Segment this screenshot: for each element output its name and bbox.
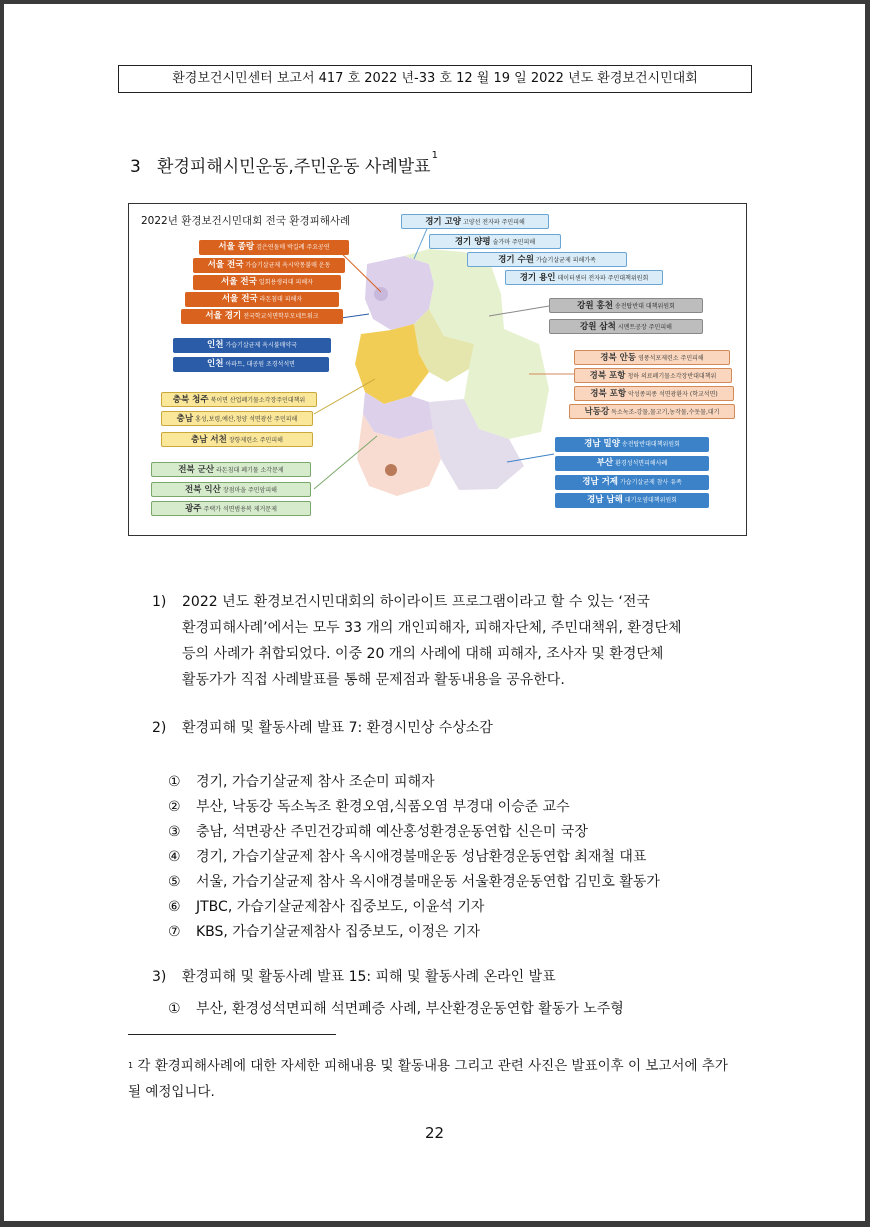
map-case-label [555, 493, 709, 508]
map-case-label [429, 234, 561, 249]
korea-map-figure [128, 203, 747, 536]
section-number: 3 [130, 157, 141, 177]
map-case-label [555, 475, 709, 490]
map-case-detail: 전국학교석면학부모네트워크 [243, 313, 319, 320]
report-header: 환경보건시민센터 보고서 417 호 2022 년-33 호 12 월 19 일 2022 년도 환경보건시민대회 [118, 65, 752, 93]
map-case-label [549, 319, 703, 334]
map-case-detail: 가습기살균제 옥시악몽불매 운동 [245, 262, 331, 269]
map-case-label [151, 501, 311, 516]
map-case-label [161, 392, 317, 407]
map-case-detail: 대기오염대책위원회 [624, 497, 677, 504]
map-case-label [173, 357, 329, 372]
paragraph-3-number: 3) [152, 969, 167, 985]
list-item-text: KBS, 가습기살균제참사 집중보도, 이정은 기자 [196, 924, 481, 940]
map-case-detail: 송전탑반대대책위원회 [621, 441, 680, 448]
map-case-region: 전북 익산 [185, 485, 221, 495]
list-item-number: ⑦ [168, 924, 181, 940]
map-case-detail: 가습기살균제 참사 유족 [620, 479, 682, 486]
footnote [128, 1053, 740, 1105]
paragraph-1-number: 1) [152, 594, 167, 610]
map-case-detail: 장점마을 주민암피해 [222, 487, 277, 494]
list-item [168, 998, 624, 1018]
map-case-region: 서울 전국 [207, 260, 244, 270]
map-case-region: 경기 고양 [425, 217, 462, 227]
map-case-region: 충남 [176, 414, 194, 424]
map-case-detail: 홍성,보령,예산,청양 석면광산 주민피해 [195, 416, 298, 423]
map-case-label [555, 456, 709, 471]
list-item-number: ⑤ [168, 874, 181, 890]
map-case-region: 경기 수원 [498, 255, 534, 265]
map-case-region: 전북 군산 [178, 465, 215, 475]
map-case-detail: 검은연돌매 박길례 주요공연 [256, 244, 330, 251]
map-case-region: 충북 청주 [172, 395, 209, 405]
map-case-region: 서울 전국 [221, 277, 257, 287]
map-case-detail: 술가마 주민피해 [492, 239, 536, 246]
map-case-region: 서울 경기 [205, 311, 242, 321]
list-item-text: 경기, 가습기살균제 참사 조순미 피해자 [196, 774, 435, 790]
section-title [130, 152, 438, 177]
list-item-text: JTBC, 가습기살균제참사 집중보도, 이윤석 기자 [196, 899, 485, 915]
map-case-detail: 북이면 산업폐기물소각장주민대책위 [210, 397, 306, 404]
map-case-region: 서울 종랑 [218, 242, 255, 252]
list-item-number: ① [168, 1001, 181, 1017]
list-item [168, 771, 435, 791]
map-case-detail: 장항제련소 주민피해 [228, 437, 283, 444]
map-case-region: 경기 양평 [454, 237, 491, 247]
list-item [168, 896, 484, 916]
map-case-detail: 송전탑반대 대책위원회 [614, 303, 675, 310]
list-item [168, 821, 588, 841]
map-city-seoul [374, 287, 388, 301]
map-case-region: 부산 [596, 458, 614, 468]
list-item-text: 부산, 낙동강 독소녹조 환경오염,식품오염 부경대 이승준 교수 [196, 799, 570, 815]
map-case-label [161, 411, 313, 426]
footnote-reference: 1 [431, 150, 438, 161]
document-page [4, 4, 865, 1221]
list-item-text: 충남, 석면광산 주민건강피해 예산홍성환경운동연합 신은미 국장 [196, 824, 588, 840]
page-number: 22 [424, 1124, 445, 1142]
map-case-label [193, 275, 341, 290]
list-item-number: ⑥ [168, 899, 181, 915]
map-case-label [173, 338, 331, 353]
paragraph-2-title: 환경피해 및 활동사례 발표 7: 환경시민상 수상소감 [182, 720, 493, 736]
map-case-region: 경북 포항 [589, 371, 626, 381]
paragraph-3-title: 환경피해 및 활동사례 발표 15: 피해 및 활동사례 온라인 발표 [182, 969, 556, 985]
map-case-label [185, 292, 339, 307]
map-case-region: 경북 포항 [590, 389, 627, 399]
map-case-region: 인천 [207, 340, 224, 350]
map-case-label [574, 386, 734, 401]
list-item [168, 871, 660, 891]
list-item [168, 796, 570, 816]
map-case-detail: 청하 의료폐기물소각장반대대책위 [627, 373, 717, 380]
footnote-text: 각 환경피해사례에 대한 자세한 피해내용 및 활동내용 그리고 관련 사진은 발표이후 이 보고서에 추가될 예정입니다. [128, 1058, 728, 1100]
list-item [168, 921, 480, 941]
section-title-text: 환경피해시민운동,주민운동 사례발표 [157, 157, 431, 177]
map-case-label [467, 252, 627, 267]
map-case-label [505, 270, 663, 285]
map-case-label [193, 258, 345, 273]
map-case-region: 경남 밀양 [584, 439, 620, 449]
map-case-label [151, 482, 311, 497]
list-item-number: ① [168, 774, 181, 790]
list-item-text: 서울, 가습기살균제 참사 옥시애경불매운동 서울환경운동연합 김민호 활동가 [196, 874, 660, 890]
map-case-label [401, 214, 549, 229]
map-case-label [555, 437, 709, 452]
map-case-detail: 가습기살균제 피해가족 [535, 257, 596, 264]
map-case-region: 인천 [207, 359, 224, 369]
map-case-region: 서울 전국 [221, 294, 258, 304]
map-case-label [199, 240, 349, 255]
map-case-region: 경기 용인 [519, 273, 556, 283]
map-case-detail: 시멘트공장 주민피해 [617, 324, 672, 331]
map-case-detail: 독소녹조-강물,물고기,농작물,수돗물,대기 [611, 409, 720, 416]
map-case-detail: 라돈침대 폐기물 소각문제 [216, 467, 284, 474]
map-case-label [549, 298, 703, 313]
paragraph-1-line: 2022 년도 환경보건시민대회의 하이라이트 프로그램이라고 할 수 있는 ‘전국 [182, 594, 650, 610]
map-case-label [181, 309, 343, 324]
paragraph-2-number: 2) [152, 720, 167, 736]
map-case-detail: 고양선 전자파 주민피해 [463, 219, 525, 226]
map-case-detail: 영풍석포제련소 주민피해 [638, 355, 704, 362]
map-case-detail: 환경성석면피해사례 [615, 460, 668, 467]
list-item-number: ② [168, 799, 181, 815]
map-case-region: 강원 삼척 [580, 322, 616, 332]
figure-title: 2022년 환경보건시민대회 전국 환경피해사례 [141, 215, 351, 227]
list-item-text: 경기, 가습기살균제 참사 옥시애경불매운동 성남환경운동연합 최재철 대표 [196, 849, 647, 865]
map-case-region: 낙동강 [584, 407, 610, 417]
map-region-gyeongbuk [464, 329, 549, 439]
list-item [168, 846, 646, 866]
map-case-detail: 라돈침대 피해자 [259, 296, 303, 303]
paragraph-1-line: 등의 사례가 취합되었다. 이중 20 개의 사례에 대해 피해자, 조사자 및 환경단체 [182, 646, 664, 662]
map-case-label [574, 368, 732, 383]
map-case-label [151, 462, 311, 477]
map-case-region: 강원 홍천 [577, 301, 613, 311]
map-case-detail: 가습기살균제 옥시불매약국 [225, 342, 297, 349]
map-case-region: 경북 안동 [600, 353, 637, 363]
map-case-region: 경남 거제 [582, 477, 619, 487]
map-case-label [569, 404, 735, 419]
map-case-region: 충남 서천 [191, 435, 227, 445]
list-item-text: 부산, 환경성석면피해 석면폐증 사례, 부산환경운동연합 활동가 노주형 [196, 1001, 624, 1017]
map-case-detail: 아파트, 대공원 조경석석면 [225, 361, 295, 368]
paragraph-1-line: 활동가가 직접 사례발표를 통해 문제점과 활동내용을 공유한다. [182, 672, 565, 688]
footnote-divider [128, 1034, 336, 1035]
map-case-detail: 일회용생리대 피해자 [258, 279, 313, 286]
list-item-number: ④ [168, 849, 181, 865]
list-item-number: ③ [168, 824, 181, 840]
map-case-label [161, 432, 313, 447]
map-case-region: 경남 남해 [587, 495, 623, 505]
map-case-label [574, 350, 730, 365]
map-case-detail: 악성종피종 석면광환자 (학교석면) [628, 391, 718, 398]
map-case-detail: 주택가 석면범용복 제거문제 [203, 506, 277, 513]
paragraph-1-line: 환경피해사례’에서는 모두 33 개의 개인피해자, 피해자단체, 주민대책위, 환경단체 [182, 620, 682, 636]
map-case-detail: 데이터센터 전자파 주민대책위원회 [557, 275, 649, 282]
footnote-mark: 1 [128, 1061, 134, 1070]
map-case-region: 광주 [185, 504, 202, 514]
map-city-gwangju [385, 464, 397, 476]
